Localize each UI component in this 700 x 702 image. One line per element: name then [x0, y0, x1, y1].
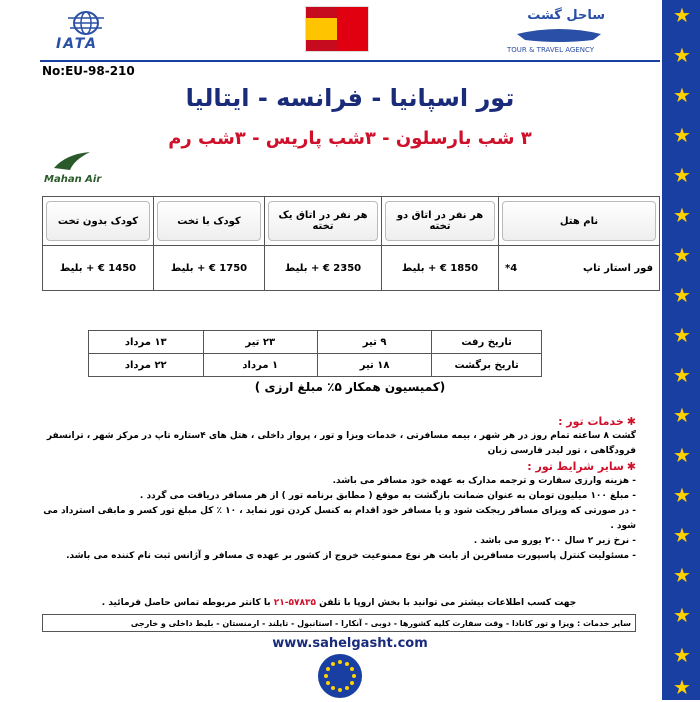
website-link[interactable]: www.sahelgasht.com — [272, 636, 428, 651]
star-icon: ★ — [673, 403, 691, 427]
star-icon: ★ — [673, 83, 691, 107]
price-child-nobed: 1450 € + بلیط — [43, 246, 154, 291]
star-icon: ★ — [673, 243, 691, 267]
list-item: - در صورتی که ویزای مسافر ریجکت شود و یا مسافر خود اقدام به کنسل کردن تور نماید ، ۱۰ ٪ کل مبلغ تور کسر و مابقی استرداد می شود . — [43, 506, 636, 531]
table-header-cell: هر نفر در اتاق یک تخته — [265, 197, 382, 246]
eu-emblem-icon — [318, 654, 362, 698]
star-icon: ★ — [673, 363, 691, 387]
globe-icon — [68, 10, 104, 36]
table-row — [89, 354, 542, 377]
asterisk-icon: ✱ — [626, 415, 636, 428]
star-icon: ★ — [673, 3, 691, 27]
tour-code: No:EU-98-210 — [42, 64, 135, 78]
services-text: گشت ۸ ساعته تمام روز در هر شهر ، بیمه مسافرتی ، خدمات ویزا و تور ، پرواز داخلی ، هتل های ۴ستاره تاپ در مرکز شهر ، ترانسفر فرودگاهی ، تور لیدر فارسی زبان — [46, 431, 636, 456]
sahelgasht-logo — [497, 8, 617, 58]
services-heading: ✱خدمات تور : — [558, 415, 636, 428]
contact-text-end: با کانتر مربوطه تماس حاصل فرمائید . — [101, 598, 271, 608]
star-icon: ★ — [673, 675, 691, 699]
date-cell: ۹ تیر — [318, 331, 432, 354]
mahan-air-logo — [42, 150, 112, 190]
table-header-cell: نام هتل — [499, 197, 660, 246]
page-subtitle: ۳ شب بارسلون - ۳شب پاریس - ۳شب رم — [168, 128, 532, 149]
star-icon: ★ — [673, 523, 691, 547]
star-icon: ★ — [673, 163, 691, 187]
table-header-row — [43, 197, 660, 246]
spain-flag-half — [306, 7, 337, 51]
departure-label: تاریخ رفت — [432, 331, 542, 354]
list-item: - هزینه وارزی سفارت و ترجمه مدارک به عهده خود مسافر می باشد. — [332, 476, 636, 486]
conditions-heading: ✱سایر شرایط تور : — [527, 460, 636, 473]
table-row — [89, 331, 542, 354]
asterisk-icon: ✱ — [626, 460, 636, 473]
bird-icon — [52, 150, 92, 172]
pricing-table — [42, 196, 660, 291]
star-icon: ★ — [673, 483, 691, 507]
date-cell: ۱۳ مرداد — [89, 331, 204, 354]
table-header-cell: هر نفر در اتاق دو تخته — [382, 197, 499, 246]
star-icon: ★ — [673, 43, 691, 67]
star-icon: ★ — [673, 443, 691, 467]
hotel-name: فور استار تاپ — [583, 262, 653, 274]
date-cell: ۲۲ مرداد — [89, 354, 204, 377]
dates-table — [88, 330, 542, 377]
table-header-cell: کودک بدون تخت — [43, 197, 154, 246]
star-icon: ★ — [673, 283, 691, 307]
france-flag-half — [337, 7, 368, 51]
date-cell: ۱۸ تیر — [318, 354, 432, 377]
iata-label: IATA — [56, 36, 99, 52]
date-cell: ۲۳ تیر — [203, 331, 317, 354]
table-header-cell: کودک با تخت — [154, 197, 265, 246]
price-child-bed: 1750 € + بلیط — [154, 246, 265, 291]
return-label: تاریخ برگشت — [432, 354, 542, 377]
star-icon: ★ — [673, 323, 691, 347]
star-icon: ★ — [673, 203, 691, 227]
agency-name-en: TOUR & TRAVEL AGENCY — [507, 46, 595, 54]
table-row — [43, 246, 660, 291]
hotel-stars: 4* — [505, 262, 518, 274]
star-icon: ★ — [673, 123, 691, 147]
other-services-box: سایر خدمات : ویزا و تور کانادا - وقت سفارت کلیه کشورها - دوبی - آنکارا - استانبول - تایلند - ارمنستان - بلیط داخلی و خارجی — [42, 614, 636, 632]
ship-icon — [513, 26, 605, 42]
contact-line — [42, 598, 636, 608]
price-single: 2350 € + بلیط — [265, 246, 382, 291]
list-item: - نرخ زیر ۲ سال ۲۰۰ یورو می باشد . — [473, 536, 636, 546]
iata-logo — [40, 10, 160, 54]
spain-france-flag — [305, 6, 369, 52]
contact-phone: ۵۷۸۳۵-۲۱ — [273, 598, 317, 608]
contact-text: جهت کسب اطلاعات بیشتر می توانید با بخش اروپا با تلفن — [319, 598, 577, 608]
page-title: تور اسپانیا - فرانسه - ایتالیا — [185, 84, 515, 112]
star-icon: ★ — [673, 603, 691, 627]
list-item: - مسئولیت کنترل پاسپورت مسافرین از بابت هر نوع ممنوعیت خروج از کشور بر عهده ی مسافر و آژانس ثبت نام کننده می باشد. — [66, 551, 636, 561]
hotel-cell — [499, 246, 660, 291]
header-divider — [40, 60, 660, 62]
services-section — [42, 414, 636, 564]
list-item: - مبلغ ۱۰۰ میلیون تومان به عنوان ضمانت بازگشت به موقع ( مطابق برنامه تور ) از هر مسافر دریافت می گردد . — [139, 491, 636, 501]
date-cell: ۱ مرداد — [203, 354, 317, 377]
airline-name: Mahan Air — [44, 174, 102, 185]
star-icon: ★ — [673, 643, 691, 667]
price-double: 1850 € + بلیط — [382, 246, 499, 291]
agency-name-fa: ساحل گشت — [527, 8, 605, 23]
commission-note: (کمیسیون همکار ۵٪ مبلغ ارزی ) — [254, 380, 446, 394]
star-icon: ★ — [673, 563, 691, 587]
